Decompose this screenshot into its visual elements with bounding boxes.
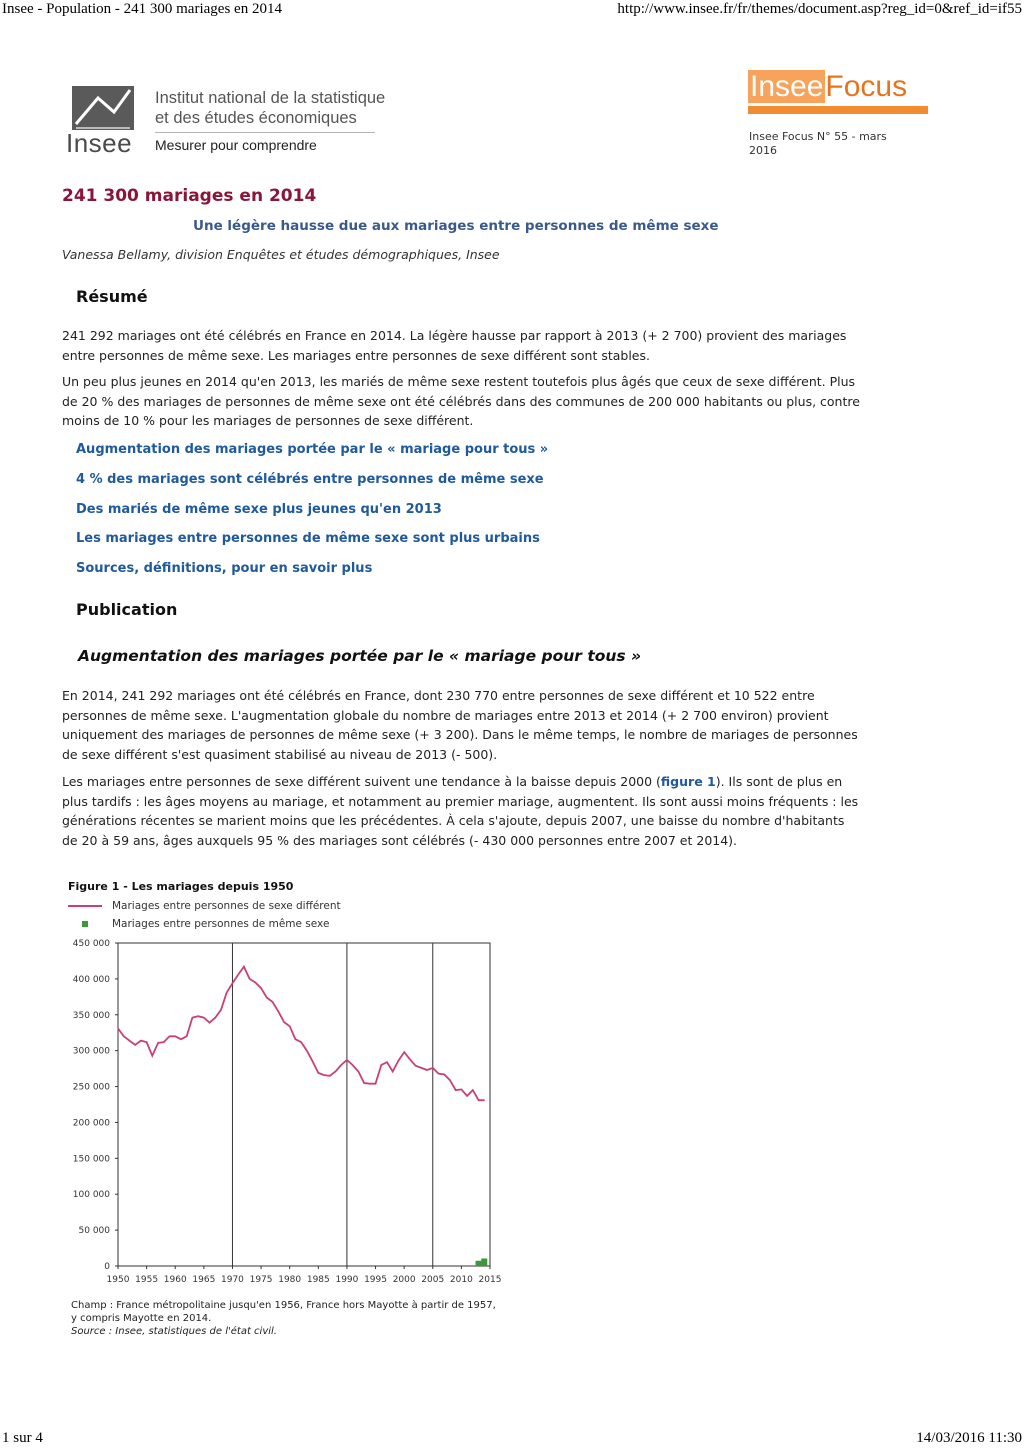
data-point-different-sex bbox=[484, 1100, 485, 1101]
data-point-different-sex bbox=[220, 1009, 221, 1010]
figure-1 bbox=[60, 878, 510, 1348]
logo-divider bbox=[155, 132, 375, 133]
data-point-different-sex bbox=[198, 1016, 199, 1017]
x-tick-label: 1985 bbox=[306, 1275, 330, 1285]
page-title: 241 300 mariages en 2014 bbox=[62, 186, 317, 206]
data-point-different-sex bbox=[226, 992, 227, 993]
legend-label-same-sex: Mariages entre personnes de même sexe bbox=[112, 918, 330, 930]
body-paragraph-2 bbox=[62, 772, 862, 850]
institute-line-1: Institut national de la statistique bbox=[155, 89, 386, 107]
data-point-different-sex bbox=[180, 1039, 181, 1040]
data-point-different-sex bbox=[152, 1055, 153, 1056]
data-point-different-sex bbox=[266, 997, 267, 998]
data-point-different-sex bbox=[215, 1017, 216, 1018]
data-point-different-sex bbox=[398, 1060, 399, 1061]
x-tick-label: 1975 bbox=[249, 1275, 273, 1285]
body-p2-text-a: Les mariages entre personnes de sexe différent suivent une tendance à la baisse depuis 2000 ( bbox=[62, 774, 661, 789]
data-point-different-sex bbox=[203, 1017, 204, 1018]
data-point-different-sex bbox=[352, 1064, 353, 1065]
data-point-different-sex bbox=[209, 1022, 210, 1023]
institute-name bbox=[155, 88, 385, 128]
section-title: Augmentation des mariages portée par le « mariage pour tous » bbox=[78, 647, 642, 665]
data-point-different-sex bbox=[306, 1050, 307, 1051]
data-point-different-sex bbox=[444, 1074, 445, 1075]
data-point-different-sex bbox=[175, 1036, 176, 1037]
figure-note-scope: Champ : France métropolitaine jusqu'en 1956, France hors Mayotte à partir de 1957, y compris Mayotte en 2014. bbox=[71, 1300, 496, 1324]
data-point-different-sex bbox=[129, 1040, 130, 1041]
toc-link-5[interactable]: Sources, définitions, pour en savoir plus bbox=[76, 561, 373, 576]
data-point-different-sex bbox=[163, 1041, 164, 1042]
y-tick-label: 300 000 bbox=[72, 1046, 110, 1057]
y-tick-label: 350 000 bbox=[72, 1010, 110, 1021]
data-point-different-sex bbox=[117, 1028, 118, 1029]
logo-tagline: Mesurer pour comprendre bbox=[155, 137, 317, 153]
data-point-different-sex bbox=[260, 988, 261, 989]
print-footer bbox=[0, 1430, 1024, 1450]
author-line: Vanessa Bellamy, division Enquêtes et études démographiques, Insee bbox=[62, 247, 500, 262]
data-point-different-sex bbox=[255, 982, 256, 983]
marriages-chart bbox=[60, 878, 510, 1298]
data-point-different-sex bbox=[323, 1074, 324, 1075]
print-timestamp: 14/03/2016 11:30 bbox=[916, 1430, 1022, 1446]
issue-line-2: 2016 bbox=[749, 144, 777, 157]
data-point-different-sex bbox=[146, 1041, 147, 1042]
resume-heading: Résumé bbox=[76, 287, 148, 306]
toc-link-1[interactable]: Augmentation des mariages portée par le « mariage pour tous » bbox=[76, 442, 549, 457]
data-point-different-sex bbox=[467, 1095, 468, 1096]
x-tick-label: 2005 bbox=[421, 1275, 445, 1285]
data-point-different-sex bbox=[243, 966, 244, 967]
y-tick-label: 400 000 bbox=[72, 974, 110, 985]
publication-heading: Publication bbox=[76, 600, 178, 619]
data-point-different-sex bbox=[335, 1071, 336, 1072]
data-point-different-sex bbox=[358, 1071, 359, 1072]
data-point-different-sex bbox=[289, 1026, 290, 1027]
focus-logo bbox=[748, 70, 907, 104]
x-tick-label: 2010 bbox=[449, 1275, 473, 1285]
data-point-different-sex bbox=[238, 974, 239, 975]
data-point-different-sex bbox=[312, 1061, 313, 1062]
data-point-different-sex bbox=[186, 1036, 187, 1037]
insee-wordmark: Insee bbox=[66, 128, 133, 158]
data-point-different-sex bbox=[192, 1017, 193, 1018]
focus-logo-focus: Focus bbox=[825, 70, 908, 103]
insee-logo[interactable] bbox=[66, 84, 411, 160]
y-tick-label: 150 000 bbox=[72, 1154, 110, 1165]
data-point-different-sex bbox=[329, 1075, 330, 1076]
x-tick-label: 2000 bbox=[392, 1275, 416, 1285]
data-point-different-sex bbox=[432, 1067, 433, 1068]
y-tick-label: 200 000 bbox=[72, 1118, 110, 1129]
data-point-different-sex bbox=[386, 1062, 387, 1063]
y-tick-label: 50 000 bbox=[78, 1226, 110, 1237]
data-point-different-sex bbox=[278, 1011, 279, 1012]
data-point-different-sex bbox=[135, 1044, 136, 1045]
data-point-different-sex bbox=[461, 1089, 462, 1090]
y-tick-label: 450 000 bbox=[72, 939, 110, 949]
data-point-different-sex bbox=[272, 1001, 273, 1002]
x-tick-label: 1950 bbox=[106, 1275, 130, 1285]
data-point-different-sex bbox=[123, 1036, 124, 1037]
focus-logo-insee: Insee bbox=[750, 70, 824, 103]
toc-link-4[interactable]: Les mariages entre personnes de même sexe sont plus urbains bbox=[76, 531, 540, 546]
x-tick-label: 1955 bbox=[135, 1275, 159, 1285]
institute-line-2: et des études économiques bbox=[155, 109, 357, 127]
data-point-different-sex bbox=[392, 1071, 393, 1072]
resume-paragraph-2: Un peu plus jeunes en 2014 qu'en 2013, les mariés de même sexe restent toutefois plus âgés que ceux de sexe différent. Plus de 20 % des mariages de personnes de même sexe ont été célébrés dans des communes de 200 000 habitants ou plus, contre moins de 10 % pour les mariages de personnes de sexe différent. bbox=[62, 374, 860, 429]
data-point-different-sex bbox=[472, 1090, 473, 1091]
focus-underline bbox=[748, 106, 928, 114]
issue-number bbox=[749, 130, 924, 158]
data-point-different-sex bbox=[169, 1036, 170, 1037]
data-point-different-sex bbox=[140, 1040, 141, 1041]
page-counter: 1 sur 4 bbox=[2, 1430, 43, 1446]
data-point-different-sex bbox=[369, 1083, 370, 1084]
legend-label-different-sex: Mariages entre personnes de sexe différent bbox=[112, 900, 341, 912]
data-point-different-sex bbox=[249, 978, 250, 979]
body-paragraph-1: En 2014, 241 292 mariages ont été célébrés en France, dont 230 770 entre personnes de sexe différent et 10 522 entre personnes de même sexe. L'augmentation globale du nombre de mariages entre 2013 et 2014 (+ 2 700 environ) provient uniquement des mariages de personnes de même sexe (+ 3 200). Dans le même temps, le nombre de mariages de personnes de sexe différent s'est quasiment stabilisé au niveau de 2013 (- 500). bbox=[62, 688, 858, 762]
data-point-different-sex bbox=[232, 983, 233, 984]
toc-link-3[interactable]: Des mariés de même sexe plus jeunes qu'en 2013 bbox=[76, 502, 442, 517]
resume-paragraph-1: 241 292 mariages ont été célébrés en France en 2014. La légère hausse par rapport à 2013 (+ 2 700) provient des mariages entre personnes de même sexe. Les mariages entre personnes de sexe différent sont stables. bbox=[62, 328, 847, 363]
bar-same-sex bbox=[476, 1261, 482, 1266]
issue-line-1: Insee Focus N° 55 - mars bbox=[749, 130, 887, 143]
data-point-different-sex bbox=[409, 1059, 410, 1060]
figure-note-source: Source : Insee, statistiques de l'état civil. bbox=[71, 1326, 277, 1337]
page-subtitle: Une légère hausse due aux mariages entre personnes de même sexe bbox=[193, 218, 719, 234]
data-point-different-sex bbox=[426, 1069, 427, 1070]
series-line-different-sex bbox=[118, 967, 484, 1100]
data-point-different-sex bbox=[283, 1021, 284, 1022]
insee-focus-badge bbox=[740, 60, 935, 160]
data-point-different-sex bbox=[455, 1090, 456, 1091]
data-point-different-sex bbox=[295, 1039, 296, 1040]
chart-title: Figure 1 - Les mariages depuis 1950 bbox=[68, 880, 294, 893]
data-point-different-sex bbox=[157, 1042, 158, 1043]
data-point-different-sex bbox=[381, 1064, 382, 1065]
data-point-different-sex bbox=[415, 1065, 416, 1066]
print-page-url[interactable]: http://www.insee.fr/fr/themes/document.asp?reg_id=0&ref_id=if55 bbox=[617, 1, 1022, 17]
data-point-different-sex bbox=[404, 1052, 405, 1053]
x-tick-label: 1970 bbox=[221, 1275, 244, 1285]
data-point-different-sex bbox=[346, 1059, 347, 1060]
y-tick-label: 250 000 bbox=[72, 1082, 110, 1093]
figure-1-link[interactable]: figure 1 bbox=[660, 774, 716, 789]
x-tick-label: 1965 bbox=[192, 1275, 216, 1285]
data-point-different-sex bbox=[301, 1041, 302, 1042]
data-point-different-sex bbox=[438, 1073, 439, 1074]
x-tick-label: 1995 bbox=[364, 1275, 387, 1285]
plot-frame bbox=[118, 943, 490, 1266]
x-tick-label: 1960 bbox=[163, 1275, 187, 1285]
x-tick-label: 1990 bbox=[335, 1275, 359, 1285]
data-point-different-sex bbox=[375, 1083, 376, 1084]
y-tick-label: 100 000 bbox=[72, 1190, 110, 1201]
toc-link-2[interactable]: 4 % des mariages sont célébrés entre personnes de même sexe bbox=[76, 472, 544, 487]
y-tick-label: 0 bbox=[104, 1262, 110, 1272]
bar-same-sex bbox=[481, 1258, 487, 1266]
data-point-different-sex bbox=[341, 1064, 342, 1065]
x-tick-label: 2015 bbox=[478, 1275, 502, 1285]
data-point-different-sex bbox=[478, 1100, 479, 1101]
data-point-different-sex bbox=[363, 1082, 364, 1083]
x-tick-label: 1980 bbox=[278, 1275, 302, 1285]
print-header bbox=[0, 0, 1024, 20]
data-point-different-sex bbox=[421, 1067, 422, 1068]
insee-emblem-icon bbox=[68, 84, 138, 132]
body-p2-text-b: ). Ils sont de plus en plus tardifs : les âges moyens au mariage, et notamment au premier mariage, augmentent. Ils sont aussi moins fréquents : les générations récentes se marient moins que les précédentes. À cela s'ajoute, depuis 2007, une baisse du nombre d'habitants de 20 à 59 ans, âges auxquels 95 % des mariages sont célébrés (- 430 000 personnes entre 2007 et 2014). bbox=[62, 774, 859, 848]
print-page-title: Insee - Population - 241 300 mariages en 2014 bbox=[2, 1, 282, 17]
data-point-different-sex bbox=[449, 1079, 450, 1080]
data-point-different-sex bbox=[318, 1072, 319, 1073]
